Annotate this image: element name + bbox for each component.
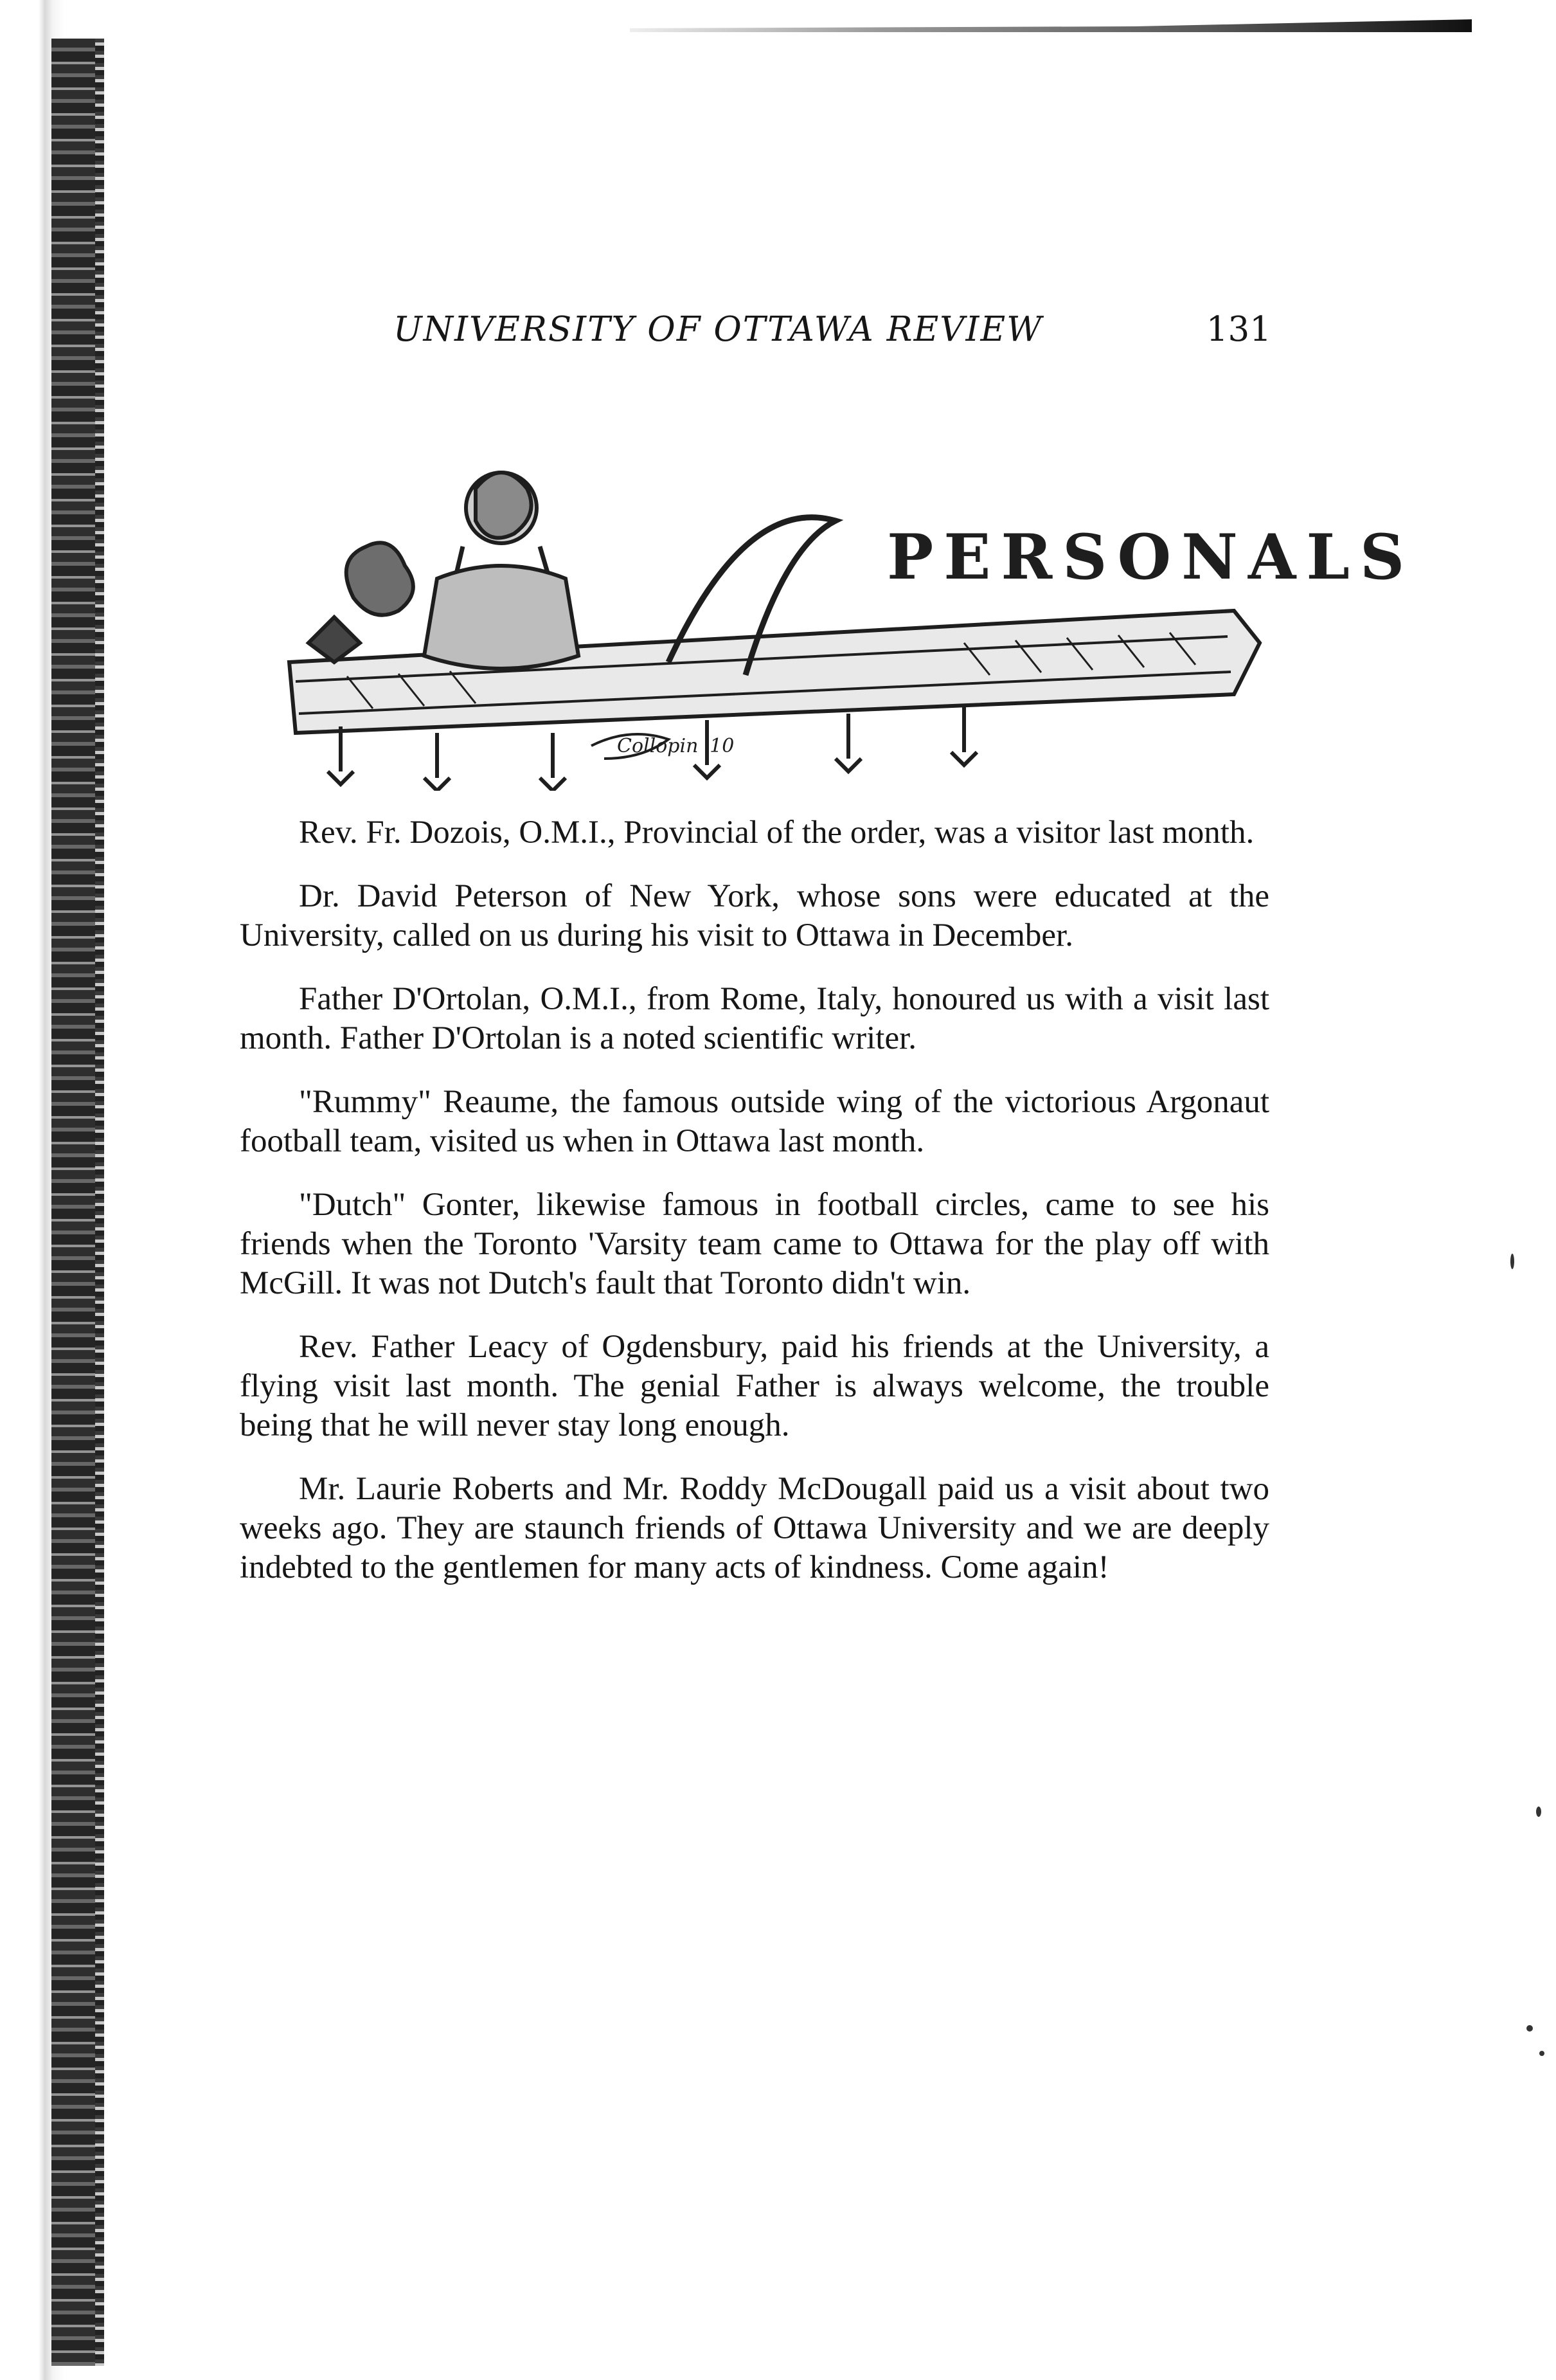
paragraph: Rev. Fr. Dozois, O.M.I., Provincial of the order, was a visitor last month. (299, 815, 1255, 851)
banner-signature: Collopin '10 (617, 735, 735, 757)
scanned-binding-edge (0, 0, 112, 2380)
paragraph: Dr. David Peterson of New York, whose sons were educated at the University, called on us during his visit to Ottawa in December. (240, 878, 1269, 953)
binding-edge-line (95, 39, 104, 2366)
scan-top-edge (630, 19, 1472, 32)
paragraph: "Rummy" Reaume, the famous outside wing of the victorious Argonaut football team, visited us when in Ottawa last month. (240, 1084, 1269, 1159)
page-number: 131 (1206, 310, 1271, 349)
scan-speck (1539, 2051, 1544, 2056)
paragraph: Rev. Father Leacy of Ogdensbury, paid his friends at the University, a flying visit last month. The genial Father is always welcome, the trouble being that he will never stay long enough. (240, 1329, 1269, 1443)
banner-artwork (270, 450, 1273, 791)
running-head-title: UNIVERSITY OF OTTAWA REVIEW (393, 310, 1043, 349)
scan-speck (1526, 2025, 1533, 2032)
paragraph: Father D'Ortolan, O.M.I., from Rome, Italy, honoured us with a visit last month. Father D'Ortolan is a noted scientific writer. (240, 981, 1269, 1056)
paragraph: "Dutch" Gonter, likewise famous in football circles, came to see his friends when the Toronto 'Varsity team came to Ottawa for the play off with McGill. It was not Dutch's fault that Toronto didn't win. (240, 1187, 1269, 1301)
article-body (240, 813, 1269, 1612)
banner-title-art: PERSONALS (887, 521, 1415, 593)
scan-speck (1510, 1254, 1514, 1269)
running-header (393, 310, 1271, 361)
paragraph: Mr. Laurie Roberts and Mr. Roddy McDougall paid us a visit about two weeks ago. They are staunch friends of Ottawa University and we are deeply indebted to the gentlemen for many acts of kindness. Come again! (240, 1471, 1269, 1585)
binding-shadow (51, 39, 96, 2366)
personals-banner-illustration (270, 450, 1415, 791)
scan-speck (1536, 1807, 1541, 1817)
